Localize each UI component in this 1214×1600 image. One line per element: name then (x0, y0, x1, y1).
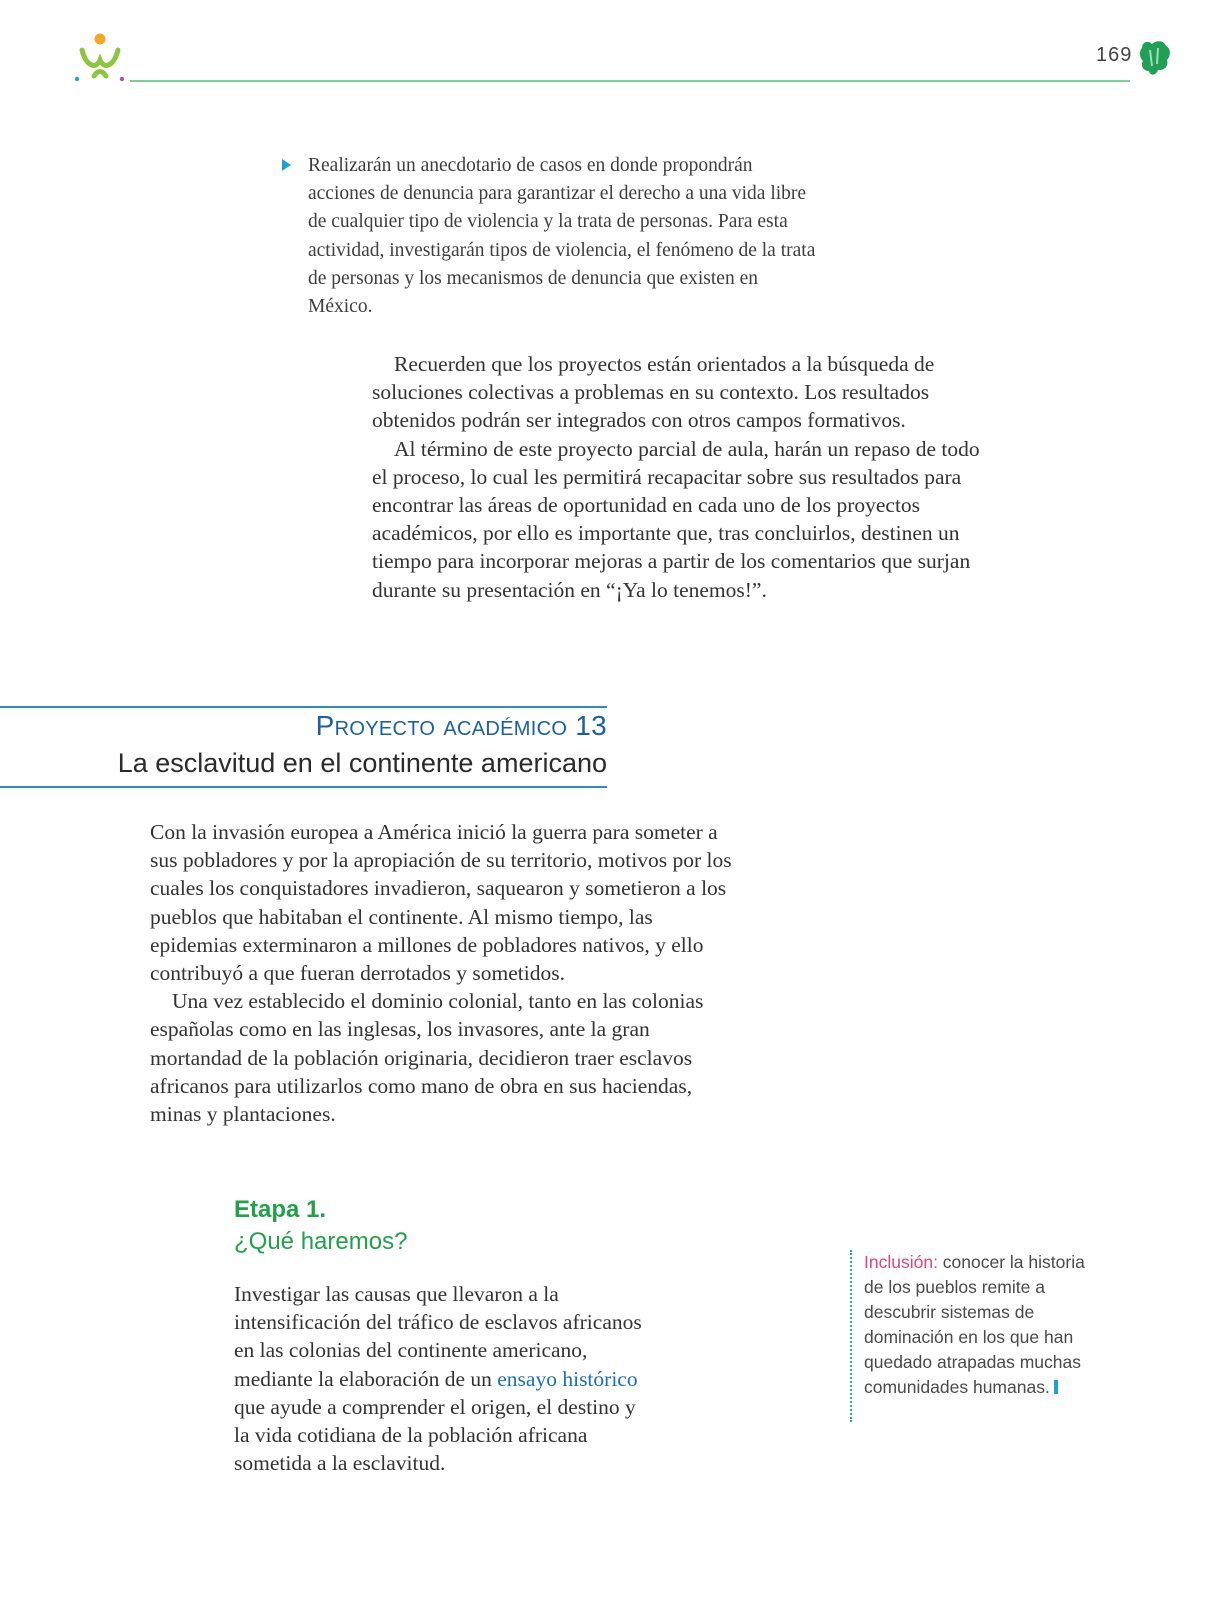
section-paragraph-2: Una vez establecido el dominio colonial, tanto en las colonias españolas como en las inglesas, los invasores, ante la gran mortandad de la población originaria, decidieron traer esclavos africanos para utilizarlos como mano de obra en sus haciendas, minas y plantaciones. (150, 989, 704, 1127)
stage-text-after: que ayude a comprender el origen, el destino y la vida cotidiana de la población africana sometida a la esclavitud. (234, 1394, 636, 1476)
section-rule-top (0, 706, 607, 708)
sidebar-note (864, 1250, 1094, 1400)
intro-paragraph-1: Recuerden que los proyectos están orientados a la búsqueda de soluciones colectivas a problemas en su contexto. Los resultados obtenidos podrán ser integrados con otros campos formativos. (372, 352, 935, 433)
bullet-arrow-icon (282, 159, 291, 171)
section-subtitle: La esclavitud en el continente americano (117, 748, 607, 778)
sidebar-dotted-rule (850, 1250, 852, 1422)
section-body (150, 818, 740, 1128)
section-title: Proyecto académico 13 (315, 710, 607, 741)
sidebar-label: Inclusión: (864, 1252, 938, 1272)
intro-paragraph-2: Al término de este proyecto parcial de aula, harán un repaso de todo el proceso, lo cual les permitirá recapacitar sobre sus resultados para encontrar las áreas de oportunidad en cada uno de los proyectos académicos, por ello es importante que, tras concluirlos, destinen un tiempo para incorporar mejoras a partir de los comentarios que surjan durante su presentación en “¡Ya lo tenemos!”. (372, 436, 980, 602)
header-rule (130, 80, 1130, 82)
intro-paragraphs (372, 350, 980, 604)
bullet-item (282, 152, 822, 321)
section-paragraph-1: Con la invasión europea a América inició la guerra para someter a sus pobladores y por la apropiación de su territorio, motivos por los cuales los conquistadores invadieron, saquearon y sometieron a los pueblos que habitaban el continente. Al mismo tiempo, las epidemias exterminaron a millones de pobladores nativos, y ello contribuyó a que fueran derrotados y sometidos. (150, 820, 732, 986)
glossary-link[interactable]: ensayo histórico (497, 1366, 638, 1391)
sidebar-text: conocer la historia de los pueblos remite a descubrir sistemas de dominación en los que han quedado atrapadas muchas comunidades humanas. (864, 1252, 1085, 1397)
page-number: 169 (1096, 44, 1133, 66)
stage-question: ¿Qué haremos? (234, 1228, 408, 1255)
section-rule-bottom (0, 786, 607, 788)
book-logo-icon (72, 30, 128, 86)
stage-title: Etapa 1. (234, 1196, 327, 1223)
bullet-text: Realizarán un anecdotario de casos en donde propondrán acciones de denuncia para garantizar el derecho a una vida libre de cualquier tipo de violencia y la trata de personas. Para esta actividad, investigarán tipos de violencia, el fenómeno de la trata de personas y los mecanismos de denuncia que existen en México. (308, 155, 816, 318)
end-marker-icon (1054, 1380, 1058, 1394)
stage-paragraph (234, 1280, 654, 1477)
leaf-glyph-icon (1138, 38, 1172, 78)
stage-text-before: Investigar las causas que llevaron a la intensificación del tráfico de esclavos africanos en las colonias del continente americano, mediante la elaboración de un (234, 1282, 642, 1391)
